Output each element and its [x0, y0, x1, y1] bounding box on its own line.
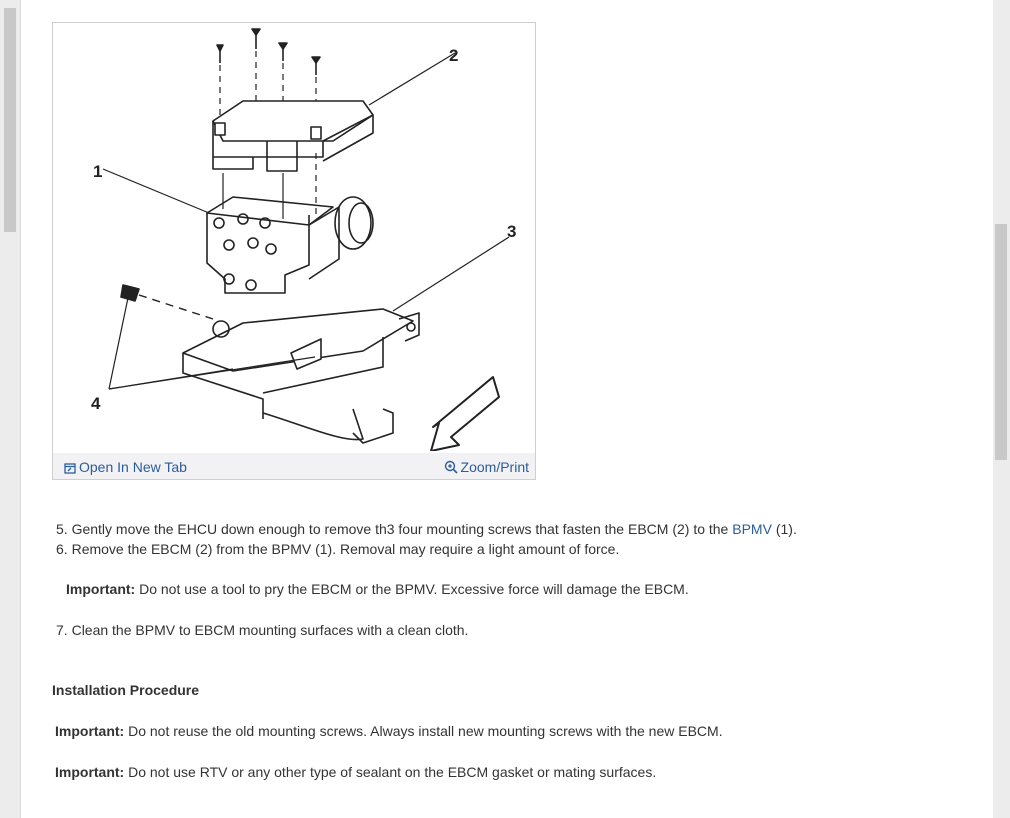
page-content — [20, 0, 994, 818]
left-scrollbar[interactable] — [0, 0, 20, 818]
callout-1: 1 — [93, 162, 103, 181]
step-7-text: Clean the BPMV to EBCM mounting surfaces with a clean cloth. — [71, 622, 469, 638]
open-in-new-tab-label: Open In New Tab — [79, 459, 187, 475]
new-tab-icon — [64, 462, 76, 474]
open-in-new-tab-link[interactable] — [64, 459, 187, 475]
zoom-in-icon — [444, 460, 458, 474]
step-6-number: 6. — [56, 541, 68, 557]
step-5-text: Gently move the EHCU down enough to remove th3 four mounting screws that fasten the EBCM (2) to the — [71, 521, 729, 537]
step-5 — [56, 520, 797, 538]
right-scrollbar-thumb[interactable] — [995, 224, 1007, 460]
callout-4: 4 — [91, 394, 101, 413]
important-text: Do not use a tool to pry the EBCM or the BPMV. Excessive force will damage the EBCM. — [139, 581, 689, 597]
bpmv-link[interactable]: BPMV — [732, 521, 772, 537]
step-5-text-end: (1). — [775, 521, 797, 537]
step-6 — [56, 540, 619, 558]
installation-heading: Installation Procedure — [52, 682, 200, 698]
step-7 — [56, 621, 468, 639]
callout-3: 3 — [507, 222, 517, 241]
ebcm-exploded-diagram — [53, 23, 535, 451]
zoom-print-label: Zoom/Print — [460, 459, 529, 475]
important-note-2 — [55, 722, 723, 740]
zoom-print-link[interactable] — [444, 459, 529, 475]
step-6-text: Remove the EBCM (2) from the BPMV (1). Removal may require a light amount of force. — [71, 541, 620, 557]
screw-icon — [217, 29, 320, 75]
step-5-number: 5. — [56, 521, 68, 537]
figure-panel — [52, 22, 536, 480]
important-label: Important: — [66, 581, 136, 597]
step-7-number: 7. — [56, 622, 68, 638]
figure-toolbar — [53, 453, 535, 479]
important-label: Important: — [55, 723, 125, 739]
important-text: Do not reuse the old mounting screws. Always install new mounting screws with the new EBCM. — [128, 723, 723, 739]
right-scrollbar[interactable] — [993, 0, 1010, 818]
important-note-1 — [66, 580, 689, 598]
important-note-3 — [55, 763, 656, 781]
left-scrollbar-thumb[interactable] — [4, 8, 16, 232]
important-text: Do not use RTV or any other type of sealant on the EBCM gasket or mating surfaces. — [128, 764, 657, 780]
important-label: Important: — [55, 764, 125, 780]
callout-2: 2 — [449, 46, 459, 65]
